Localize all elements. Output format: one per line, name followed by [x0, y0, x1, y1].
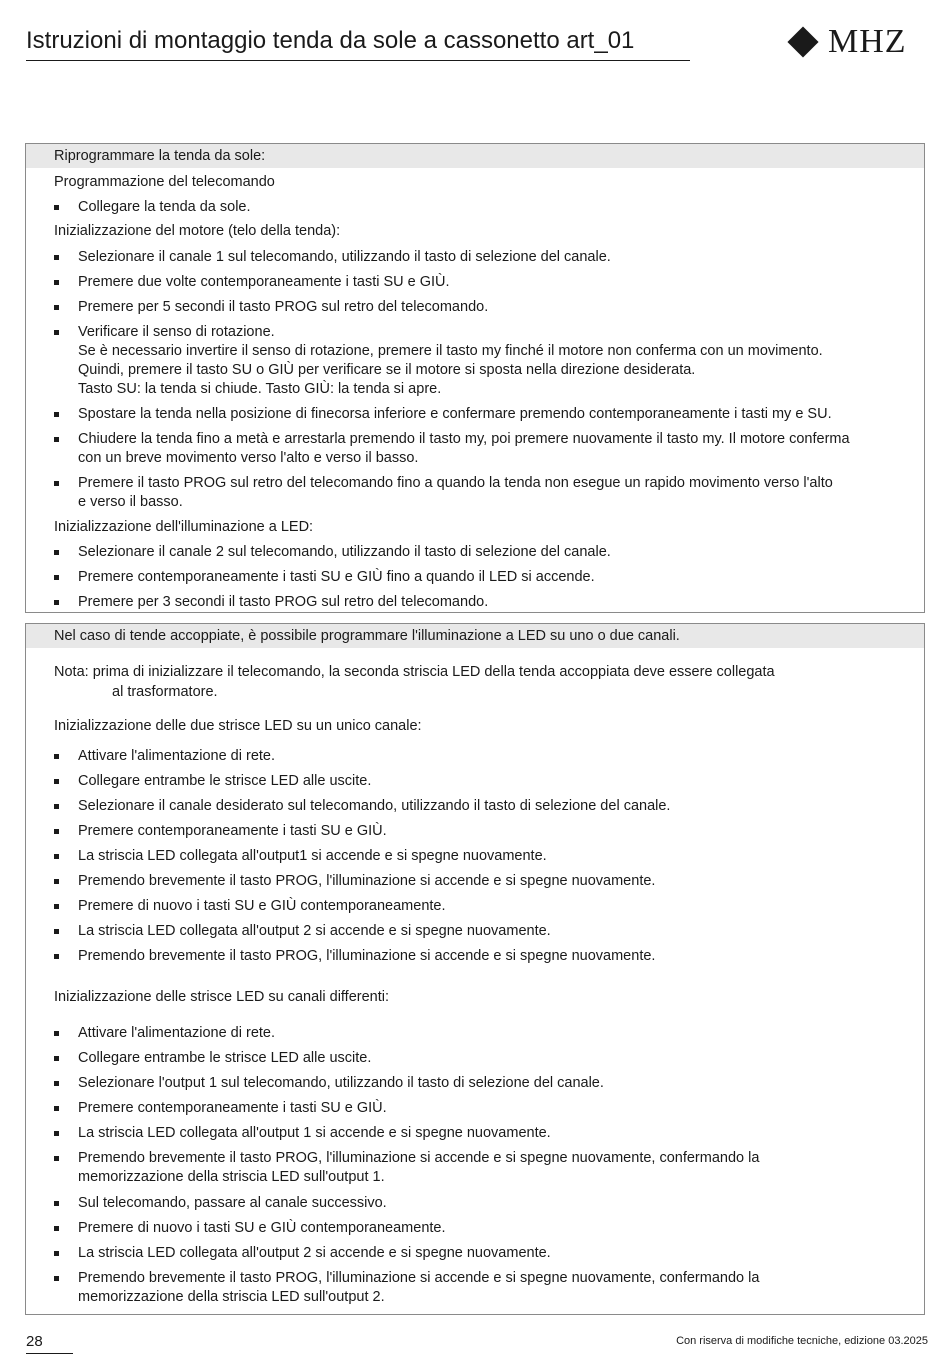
list-item: Verificare il senso di rotazione. Se è necessario invertire il senso di rotazione, premere il tasto my finché il motore non conferma con un movimento. Quindi, premere il tasto SU o GIÙ per verificare se il motore si sposta nella direzione desiderata. Tasto SU: la tenda si chiude. Tasto GIÙ: la tenda si apre. [54, 323, 904, 399]
bullet-icon [54, 1156, 59, 1161]
bullet-icon [54, 1106, 59, 1111]
bullet-icon [54, 437, 59, 442]
bullet-icon [54, 879, 59, 884]
list-item: Selezionare l'output 1 sul telecomando, utilizzando il tasto di selezione del canale. [54, 1074, 904, 1093]
bullet-icon [54, 600, 59, 605]
list-item: Premendo brevemente il tasto PROG, l'illuminazione si accende e si spegne nuovamente. [54, 947, 904, 966]
bullet-icon [54, 754, 59, 759]
list-item: Chiudere la tenda fino a metà e arrestarla premendo il tasto my, poi premere nuovamente il tasto my. Il motore conferma con un breve movimento verso l'alto e verso il basso. [54, 430, 904, 468]
bullet-icon [54, 575, 59, 580]
note [54, 662, 904, 702]
bullet-icon [54, 904, 59, 909]
section-heading: Nel caso di tende accoppiate, è possibile programmare l'illuminazione a LED su uno o due canali. [26, 624, 924, 648]
list-item: Sul telecomando, passare al canale successivo. [54, 1194, 904, 1213]
bullet-icon [54, 330, 59, 335]
list-item: Selezionare il canale 1 sul telecomando, utilizzando il tasto di selezione del canale. [54, 248, 904, 267]
list-item: Premere di nuovo i tasti SU e GIÙ contemporaneamente. [54, 897, 904, 916]
subheading-motor: Inizializzazione del motore (telo della tenda): [54, 223, 341, 239]
diamond-icon [787, 26, 818, 57]
subheading-remote: Programmazione del telecomando [54, 174, 275, 190]
list-item: Premere contemporaneamente i tasti SU e GIÙ. [54, 822, 904, 841]
bullet-icon [54, 854, 59, 859]
list-item: Premere di nuovo i tasti SU e GIÙ contemporaneamente. [54, 1219, 904, 1238]
list-item: Premendo brevemente il tasto PROG, l'illuminazione si accende e si spegne nuovamente, confermando la memorizzazione della striscia LED sull'output 2. [54, 1269, 904, 1307]
list-item: Collegare entrambe le strisce LED alle uscite. [54, 772, 904, 791]
bullet-icon [54, 1201, 59, 1206]
bullet-icon [54, 305, 59, 310]
bullet-icon [54, 481, 59, 486]
list-item: Premere il tasto PROG sul retro del telecomando fino a quando la tenda non esegue un rapido movimento verso l'alto e verso il basso. [54, 474, 904, 512]
subheading-multi-channel: Inizializzazione delle strisce LED su canali differenti: [54, 989, 390, 1005]
list-item: Selezionare il canale desiderato sul telecomando, utilizzando il tasto di selezione del canale. [54, 797, 904, 816]
list-item: Premere due volte contemporaneamente i tasti SU e GIÙ. [54, 273, 904, 292]
list-item: Premere per 5 secondi il tasto PROG sul retro del telecomando. [54, 298, 904, 317]
list-item: La striscia LED collegata all'output 2 si accende e si spegne nuovamente. [54, 922, 904, 941]
logo-text: MHZ [828, 23, 907, 60]
list-item: Premere per 3 secondi il tasto PROG sul retro del telecomando. [54, 593, 904, 612]
list-item: Collegare entrambe le strisce LED alle uscite. [54, 1049, 904, 1068]
bullet-icon [54, 954, 59, 959]
brand-logo [788, 24, 907, 60]
bullet-icon [54, 1226, 59, 1231]
bullet-icon [54, 280, 59, 285]
bullet-icon [54, 829, 59, 834]
bullet-icon [54, 550, 59, 555]
page-title: Istruzioni di montaggio tenda da sole a cassonetto art_01 [26, 26, 690, 61]
bullet-icon [54, 1251, 59, 1256]
list-item: Attivare l'alimentazione di rete. [54, 1024, 904, 1043]
subheading-led: Inizializzazione dell'illuminazione a LED: [54, 519, 314, 535]
bullet-icon [54, 779, 59, 784]
subheading-single-channel: Inizializzazione delle due strisce LED su un unico canale: [54, 718, 422, 734]
bullet-icon [54, 929, 59, 934]
list-item: La striscia LED collegata all'output 1 si accende e si spegne nuovamente. [54, 1124, 904, 1143]
bullet-icon [54, 205, 59, 210]
list-item: Premendo brevemente il tasto PROG, l'illuminazione si accende e si spegne nuovamente, confermando la memorizzazione della striscia LED sull'output 1. [54, 1149, 904, 1187]
note-text-continued: al trasformatore. [112, 684, 218, 700]
list-item: Premere contemporaneamente i tasti SU e GIÙ. [54, 1099, 904, 1118]
list-item: Premendo brevemente il tasto PROG, l'illuminazione si accende e si spegne nuovamente. [54, 872, 904, 891]
reprogram-section [25, 143, 925, 613]
page-number: 28 [26, 1333, 73, 1354]
bullet-icon [54, 255, 59, 260]
footer-note: Con riserva di modifiche tecniche, edizione 03.2025 [676, 1335, 928, 1347]
list-item: Spostare la tenda nella posizione di finecorsa inferiore e confermare premendo contemporaneamente i tasti my e SU. [54, 405, 904, 424]
list-item: Selezionare il canale 2 sul telecomando, utilizzando il tasto di selezione del canale. [54, 543, 904, 562]
coupled-awnings-section [25, 623, 925, 1315]
list-item: La striscia LED collegata all'output 2 si accende e si spegne nuovamente. [54, 1244, 904, 1263]
bullet-icon [54, 412, 59, 417]
bullet-icon [54, 1131, 59, 1136]
bullet-icon [54, 1031, 59, 1036]
bullet-icon [54, 1081, 59, 1086]
note-text: prima di inizializzare il telecomando, la seconda striscia LED della tenda accoppiata deve essere collegata [92, 664, 775, 680]
list-item: Collegare la tenda da sole. [54, 198, 904, 217]
bullet-icon [54, 804, 59, 809]
note-label: Nota: [54, 664, 89, 680]
list-item: La striscia LED collegata all'output1 si accende e si spegne nuovamente. [54, 847, 904, 866]
bullet-icon [54, 1276, 59, 1281]
list-item: Premere contemporaneamente i tasti SU e GIÙ fino a quando il LED si accende. [54, 568, 904, 587]
list-item: Attivare l'alimentazione di rete. [54, 747, 904, 766]
bullet-icon [54, 1056, 59, 1061]
section-heading: Riprogrammare la tenda da sole: [26, 144, 924, 168]
